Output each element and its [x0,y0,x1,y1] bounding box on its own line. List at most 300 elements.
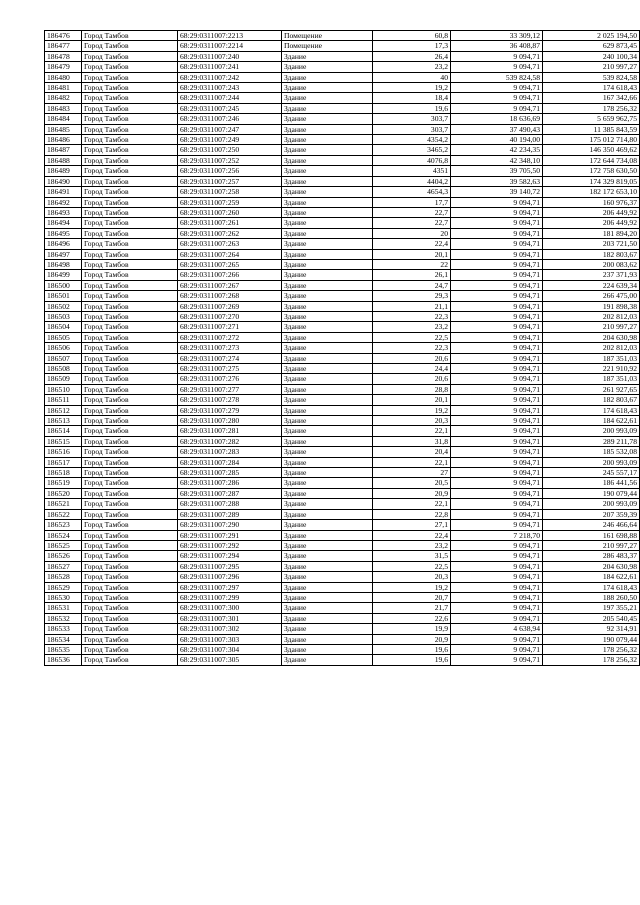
table-row [45,572,640,582]
area-cell: 22,3 [373,311,451,321]
object-type-cell: Здание [282,353,373,363]
object-type-cell: Здание [282,332,373,342]
locality-cell: Город Тамбов [82,31,178,41]
area-cell: 23,2 [373,322,451,332]
area-cell: 19,6 [373,644,451,654]
object-type-cell: Здание [282,124,373,134]
specific-value-cell: 9 094,71 [451,51,543,61]
table-row [45,540,640,550]
row-number-cell: 186484 [45,114,82,124]
area-cell: 22,3 [373,343,451,353]
table-row [45,551,640,561]
specific-value-cell: 9 094,71 [451,280,543,290]
specific-value-cell: 9 094,71 [451,613,543,623]
locality-cell: Город Тамбов [82,332,178,342]
object-type-cell: Здание [282,103,373,113]
cadastral-value-cell: 172 644 734,08 [543,155,640,165]
table-row [45,384,640,394]
area-cell: 303,7 [373,124,451,134]
row-number-cell: 186482 [45,93,82,103]
cadastral-value-cell: 202 812,03 [543,343,640,353]
locality-cell: Город Тамбов [82,572,178,582]
area-cell: 20 [373,228,451,238]
table-row [45,31,640,41]
area-cell: 31,5 [373,551,451,561]
locality-cell: Город Тамбов [82,488,178,498]
table-row [45,41,640,51]
cadastral-number-cell: 68:29:0311007:286 [178,478,282,488]
locality-cell: Город Тамбов [82,311,178,321]
cadastral-value-cell: 206 449,92 [543,218,640,228]
row-number-cell: 186492 [45,197,82,207]
row-number-cell: 186512 [45,405,82,415]
cadastral-value-cell: 184 622,61 [543,572,640,582]
specific-value-cell: 4 638,94 [451,624,543,634]
cadastral-value-cell: 174 618,43 [543,582,640,592]
cadastral-value-cell: 182 172 653,10 [543,187,640,197]
locality-cell: Город Тамбов [82,280,178,290]
cadastral-number-cell: 68:29:0311007:246 [178,114,282,124]
cadastral-value-cell: 181 894,20 [543,228,640,238]
table-row [45,561,640,571]
specific-value-cell: 42 348,10 [451,155,543,165]
area-cell: 20,4 [373,447,451,457]
cadastral-value-cell: 178 256,32 [543,103,640,113]
table-row [45,259,640,269]
table-row [45,353,640,363]
cadastral-value-cell: 174 329 819,05 [543,176,640,186]
cadastral-value-cell: 224 639,34 [543,280,640,290]
object-type-cell: Здание [282,499,373,509]
locality-cell: Город Тамбов [82,457,178,467]
row-number-cell: 186514 [45,426,82,436]
specific-value-cell: 9 094,71 [451,561,543,571]
cadastral-value-cell: 92 314,91 [543,624,640,634]
cadastral-number-cell: 68:29:0311007:290 [178,520,282,530]
cadastral-value-cell: 146 350 469,62 [543,145,640,155]
cadastral-number-cell: 68:29:0311007:305 [178,655,282,665]
specific-value-cell: 539 824,58 [451,72,543,82]
object-type-cell: Здание [282,114,373,124]
locality-cell: Город Тамбов [82,384,178,394]
row-number-cell: 186479 [45,62,82,72]
table-row [45,311,640,321]
locality-cell: Город Тамбов [82,582,178,592]
specific-value-cell: 9 094,71 [451,509,543,519]
cadastral-number-cell: 68:29:0311007:287 [178,488,282,498]
object-type-cell: Здание [282,395,373,405]
cadastral-number-cell: 68:29:0311007:273 [178,343,282,353]
cadastral-number-cell: 68:29:0311007:295 [178,561,282,571]
specific-value-cell: 9 094,71 [451,93,543,103]
cadastral-number-cell: 68:29:0311007:301 [178,613,282,623]
area-cell: 303,7 [373,114,451,124]
locality-cell: Город Тамбов [82,83,178,93]
cadastral-number-cell: 68:29:0311007:262 [178,228,282,238]
area-cell: 20,1 [373,395,451,405]
table-row [45,114,640,124]
area-cell: 22,8 [373,509,451,519]
row-number-cell: 186481 [45,83,82,93]
cadastral-value-cell: 240 100,34 [543,51,640,61]
specific-value-cell: 9 094,71 [451,499,543,509]
table-row [45,457,640,467]
row-number-cell: 186519 [45,478,82,488]
cadastral-number-cell: 68:29:0311007:249 [178,135,282,145]
cadastral-value-cell: 200 993,09 [543,457,640,467]
cadastral-number-cell: 68:29:0311007:252 [178,155,282,165]
cadastral-value-cell: 539 824,58 [543,72,640,82]
object-type-cell: Здание [282,592,373,602]
locality-cell: Город Тамбов [82,135,178,145]
area-cell: 24,4 [373,364,451,374]
object-type-cell: Здание [282,145,373,155]
object-type-cell: Здание [282,239,373,249]
object-type-cell: Здание [282,218,373,228]
table-row [45,239,640,249]
cadastral-value-cell: 185 532,08 [543,447,640,457]
cadastral-value-cell: 187 351,03 [543,353,640,363]
specific-value-cell: 9 094,71 [451,270,543,280]
cadastral-number-cell: 68:29:0311007:269 [178,301,282,311]
locality-cell: Город Тамбов [82,343,178,353]
specific-value-cell: 9 094,71 [451,436,543,446]
area-cell: 22,6 [373,613,451,623]
cadastral-number-cell: 68:29:0311007:284 [178,457,282,467]
cadastral-number-cell: 68:29:0311007:270 [178,311,282,321]
specific-value-cell: 39 140,72 [451,187,543,197]
cadastral-number-cell: 68:29:0311007:282 [178,436,282,446]
cadastral-value-cell: 190 079,44 [543,488,640,498]
specific-value-cell: 9 094,71 [451,488,543,498]
locality-cell: Город Тамбов [82,259,178,269]
row-number-cell: 186536 [45,655,82,665]
object-type-cell: Здание [282,572,373,582]
object-type-cell: Здание [282,582,373,592]
locality-cell: Город Тамбов [82,540,178,550]
table-row [45,447,640,457]
object-type-cell: Здание [282,62,373,72]
locality-cell: Город Тамбов [82,270,178,280]
table-row [45,509,640,519]
locality-cell: Город Тамбов [82,395,178,405]
table-row [45,624,640,634]
cadastral-value-cell: 182 803,67 [543,395,640,405]
row-number-cell: 186486 [45,135,82,145]
table-row [45,145,640,155]
locality-cell: Город Тамбов [82,426,178,436]
row-number-cell: 186523 [45,520,82,530]
cadastral-value-cell: 237 371,93 [543,270,640,280]
specific-value-cell: 36 408,87 [451,41,543,51]
row-number-cell: 186532 [45,613,82,623]
cadastral-number-cell: 68:29:0311007:302 [178,624,282,634]
locality-cell: Город Тамбов [82,374,178,384]
table-row [45,103,640,113]
area-cell: 19,9 [373,624,451,634]
cadastral-number-cell: 68:29:0311007:274 [178,353,282,363]
object-type-cell: Здание [282,613,373,623]
object-type-cell: Здание [282,603,373,613]
table-row [45,176,640,186]
area-cell: 22,5 [373,332,451,342]
row-number-cell: 186505 [45,332,82,342]
locality-cell: Город Тамбов [82,655,178,665]
specific-value-cell: 9 094,71 [451,197,543,207]
cadastral-value-cell: 210 997,27 [543,62,640,72]
cadastral-number-cell: 68:29:0311007:279 [178,405,282,415]
locality-cell: Город Тамбов [82,228,178,238]
cadastral-value-cell: 11 385 843,59 [543,124,640,134]
cadastral-value-cell: 204 630,98 [543,561,640,571]
specific-value-cell: 9 094,71 [451,468,543,478]
cadastral-value-cell: 174 618,43 [543,405,640,415]
table-row [45,187,640,197]
locality-cell: Город Тамбов [82,187,178,197]
object-type-cell: Здание [282,270,373,280]
area-cell: 31,8 [373,436,451,446]
locality-cell: Город Тамбов [82,551,178,561]
cadastral-value-cell: 286 483,37 [543,551,640,561]
locality-cell: Город Тамбов [82,478,178,488]
row-number-cell: 186524 [45,530,82,540]
cadastral-value-cell: 2 025 194,50 [543,31,640,41]
cadastral-value-cell: 205 540,45 [543,613,640,623]
table-row [45,478,640,488]
row-number-cell: 186527 [45,561,82,571]
table-row [45,135,640,145]
area-cell: 17,7 [373,197,451,207]
cadastral-number-cell: 68:29:0311007:277 [178,384,282,394]
row-number-cell: 186513 [45,416,82,426]
locality-cell: Город Тамбов [82,155,178,165]
cadastral-value-cell: 200 083,62 [543,259,640,269]
cadastral-number-cell: 68:29:0311007:268 [178,291,282,301]
object-type-cell: Здание [282,364,373,374]
row-number-cell: 186478 [45,51,82,61]
row-number-cell: 186520 [45,488,82,498]
object-type-cell: Здание [282,426,373,436]
cadastral-number-cell: 68:29:0311007:244 [178,93,282,103]
locality-cell: Город Тамбов [82,468,178,478]
locality-cell: Город Тамбов [82,114,178,124]
row-number-cell: 186498 [45,259,82,269]
cadastral-value-cell: 178 256,32 [543,644,640,654]
row-number-cell: 186480 [45,72,82,82]
table-row [45,644,640,654]
object-type-cell: Здание [282,468,373,478]
cadastral-number-cell: 68:29:0311007:267 [178,280,282,290]
specific-value-cell: 33 309,12 [451,31,543,41]
locality-cell: Город Тамбов [82,592,178,602]
row-number-cell: 186501 [45,291,82,301]
table-row [45,416,640,426]
object-type-cell: Здание [282,228,373,238]
table-row [45,634,640,644]
locality-cell: Город Тамбов [82,207,178,217]
locality-cell: Город Тамбов [82,561,178,571]
table-row [45,582,640,592]
specific-value-cell: 9 094,71 [451,572,543,582]
table-row [45,72,640,82]
locality-cell: Город Тамбов [82,301,178,311]
specific-value-cell: 37 490,43 [451,124,543,134]
specific-value-cell: 9 094,71 [451,603,543,613]
area-cell: 20,9 [373,488,451,498]
cadastral-number-cell: 68:29:0311007:258 [178,187,282,197]
specific-value-cell: 9 094,71 [451,520,543,530]
cadastral-value-cell: 184 622,61 [543,416,640,426]
object-type-cell: Здание [282,374,373,384]
specific-value-cell: 9 094,71 [451,291,543,301]
locality-cell: Город Тамбов [82,416,178,426]
cadastral-value-cell: 629 873,45 [543,41,640,51]
row-number-cell: 186504 [45,322,82,332]
cadastral-number-cell: 68:29:0311007:245 [178,103,282,113]
cadastral-value-cell: 197 355,21 [543,603,640,613]
object-type-cell: Здание [282,530,373,540]
table-row [45,270,640,280]
object-type-cell: Здание [282,72,373,82]
cadastral-number-cell: 68:29:0311007:288 [178,499,282,509]
row-number-cell: 186488 [45,155,82,165]
locality-cell: Город Тамбов [82,603,178,613]
specific-value-cell: 9 094,71 [451,228,543,238]
cadastral-number-cell: 68:29:0311007:303 [178,634,282,644]
table-row [45,322,640,332]
specific-value-cell: 9 094,71 [451,540,543,550]
table-row [45,655,640,665]
area-cell: 23,2 [373,62,451,72]
object-type-cell: Здание [282,280,373,290]
locality-cell: Город Тамбов [82,624,178,634]
specific-value-cell: 40 194,00 [451,135,543,145]
area-cell: 22,1 [373,426,451,436]
locality-cell: Город Тамбов [82,249,178,259]
row-number-cell: 186490 [45,176,82,186]
area-cell: 4654,3 [373,187,451,197]
specific-value-cell: 7 218,70 [451,530,543,540]
object-type-cell: Здание [282,416,373,426]
specific-value-cell: 9 094,71 [451,457,543,467]
cadastral-number-cell: 68:29:0311007:260 [178,207,282,217]
specific-value-cell: 9 094,71 [451,395,543,405]
object-type-cell: Здание [282,520,373,530]
table-row [45,166,640,176]
row-number-cell: 186491 [45,187,82,197]
row-number-cell: 186533 [45,624,82,634]
cadastral-value-cell: 186 441,56 [543,478,640,488]
cadastral-value-cell: 190 079,44 [543,634,640,644]
specific-value-cell: 9 094,71 [451,83,543,93]
row-number-cell: 186509 [45,374,82,384]
object-type-cell: Здание [282,187,373,197]
cadastral-value-table [44,30,640,666]
row-number-cell: 186494 [45,218,82,228]
area-cell: 22,1 [373,499,451,509]
object-type-cell: Здание [282,447,373,457]
table-row [45,426,640,436]
specific-value-cell: 9 094,71 [451,353,543,363]
object-type-cell: Здание [282,343,373,353]
area-cell: 22,7 [373,218,451,228]
area-cell: 3465,2 [373,145,451,155]
table-row [45,374,640,384]
specific-value-cell: 9 094,71 [451,478,543,488]
object-type-cell: Здание [282,405,373,415]
cadastral-value-cell: 204 630,98 [543,332,640,342]
specific-value-cell: 9 094,71 [451,447,543,457]
cadastral-value-cell: 5 659 962,75 [543,114,640,124]
object-type-cell: Здание [282,135,373,145]
table-row [45,62,640,72]
row-number-cell: 186489 [45,166,82,176]
area-cell: 22,4 [373,530,451,540]
table-row [45,93,640,103]
area-cell: 24,7 [373,280,451,290]
row-number-cell: 186510 [45,384,82,394]
locality-cell: Город Тамбов [82,509,178,519]
object-type-cell: Здание [282,384,373,394]
area-cell: 22,7 [373,207,451,217]
locality-cell: Город Тамбов [82,364,178,374]
row-number-cell: 186508 [45,364,82,374]
object-type-cell: Здание [282,644,373,654]
cadastral-value-cell: 207 359,39 [543,509,640,519]
specific-value-cell: 9 094,71 [451,249,543,259]
cadastral-value-cell: 200 993,09 [543,426,640,436]
row-number-cell: 186528 [45,572,82,582]
specific-value-cell: 9 094,71 [451,103,543,113]
locality-cell: Город Тамбов [82,51,178,61]
table-row [45,280,640,290]
locality-cell: Город Тамбов [82,176,178,186]
specific-value-cell: 9 094,71 [451,239,543,249]
area-cell: 19,2 [373,405,451,415]
cadastral-number-cell: 68:29:0311007:283 [178,447,282,457]
specific-value-cell: 39 705,50 [451,166,543,176]
specific-value-cell: 9 094,71 [451,364,543,374]
specific-value-cell: 9 094,71 [451,207,543,217]
area-cell: 22,4 [373,239,451,249]
object-type-cell: Здание [282,457,373,467]
object-type-cell: Здание [282,301,373,311]
cadastral-value-cell: 161 698,88 [543,530,640,540]
table-row [45,228,640,238]
cadastral-number-cell: 68:29:0311007:247 [178,124,282,134]
cadastral-value-cell: 206 449,92 [543,207,640,217]
cadastral-number-cell: 68:29:0311007:278 [178,395,282,405]
cadastral-number-cell: 68:29:0311007:296 [178,572,282,582]
object-type-cell: Здание [282,249,373,259]
table-row [45,343,640,353]
specific-value-cell: 9 094,71 [451,322,543,332]
table-row [45,155,640,165]
area-cell: 20,1 [373,249,451,259]
row-number-cell: 186522 [45,509,82,519]
area-cell: 4404,2 [373,176,451,186]
area-cell: 4354,2 [373,135,451,145]
specific-value-cell: 9 094,71 [451,551,543,561]
row-number-cell: 186499 [45,270,82,280]
object-type-cell: Здание [282,51,373,61]
area-cell: 27 [373,468,451,478]
specific-value-cell: 39 582,63 [451,176,543,186]
area-cell: 20,5 [373,478,451,488]
specific-value-cell: 9 094,71 [451,343,543,353]
locality-cell: Город Тамбов [82,93,178,103]
area-cell: 21,1 [373,301,451,311]
